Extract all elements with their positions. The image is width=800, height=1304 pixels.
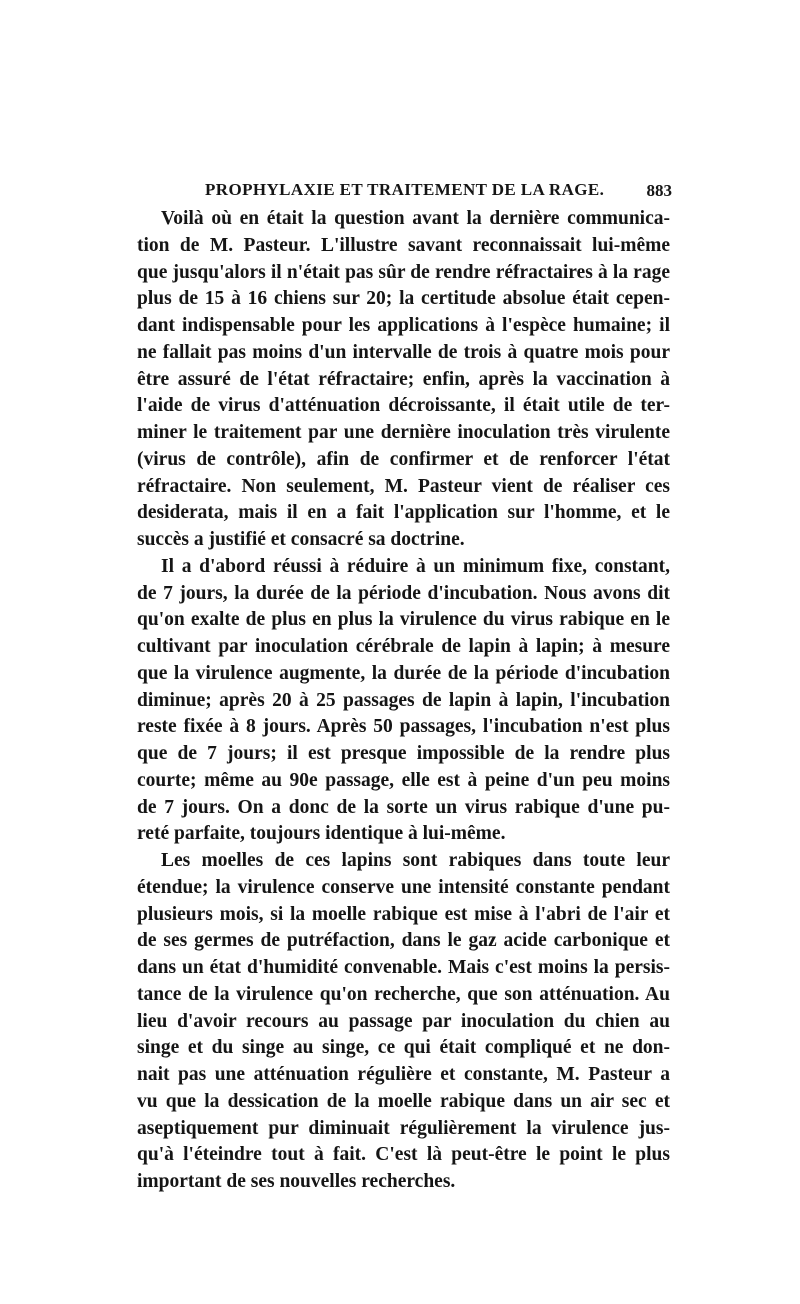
text-line: ne fallait pas moins d'un intervalle de trois à quatre mois pour [137, 341, 670, 363]
text-line: qu'on exalte de plus en plus la virulence du virus rabique en le [137, 609, 670, 631]
text-line: tance de la virulence qu'on recherche, que son atténuation. Au [137, 983, 670, 1005]
text-line: nait pas une atténuation régulière et constante, M. Pasteur a [137, 1064, 670, 1085]
text-line: que jusqu'alors il n'était pas sûr de rendre réfractaires à la rage [137, 261, 670, 283]
text-line: qu'à l'éteindre tout à fait. C'est là peut-être le point le plus [137, 1144, 670, 1166]
text-line: de ses germes de putréfaction, dans le gaz acide carbonique et [137, 930, 670, 952]
text-line: (virus de contrôle), afin de confirmer et de renforcer l'état [137, 448, 670, 470]
text-line: tion de M. Pasteur. L'illustre savant reconnaissait lui-même [137, 234, 670, 256]
text-line: vu que la dessication de la moelle rabique dans un air sec et [137, 1090, 670, 1112]
text-line: Voilà où en était la question avant la dernière communica- [161, 208, 670, 229]
text-line: miner le traitement par une dernière inoculation très virulente [137, 422, 670, 443]
text-line: reste fixée à 8 jours. Après 50 passages, l'incubation n'est plus [137, 716, 670, 738]
text-line: reté parfaite, toujours identique à lui-même. [137, 823, 506, 845]
text-line: aseptiquement pur diminuait régulièrement la virulence jus- [137, 1117, 670, 1139]
text-line: de 7 jours, la durée de la période d'incubation. Nous avons dit [137, 582, 670, 604]
text-line: Les moelles de ces lapins sont rabiques dans toute leur [161, 850, 670, 871]
text-line: cultivant par inoculation cérébrale de lapin à lapin; à mesure [137, 636, 670, 657]
text-line: important de ses nouvelles recherches. [137, 1171, 456, 1192]
text-line: étendue; la virulence conserve une intensité constante pendant [137, 876, 670, 898]
text-line: de 7 jours. On a donc de la sorte un virus rabique d'une pu- [137, 796, 670, 818]
text-line: Il a d'abord réussi à réduire à un minimum fixe, constant, [161, 555, 670, 577]
text-line: courte; même au 90e passage, elle est à peine d'un peu moins [137, 769, 670, 791]
page-number: 883 [646, 181, 672, 200]
text-line: lieu d'avoir recours au passage par inoculation du chien au [137, 1010, 670, 1032]
text-line: réfractaire. Non seulement, M. Pasteur vient de réaliser ces [137, 475, 670, 497]
text-line: dant indispensable pour les applications à l'espèce humaine; il [137, 315, 670, 336]
text-line: être assuré de l'état réfractaire; enfin, après la vaccination à [137, 368, 670, 390]
text-line: diminue; après 20 à 25 passages de lapin à lapin, l'incubation [137, 689, 670, 711]
text-line: plusieurs mois, si la moelle rabique est mise à l'abri de l'air et [137, 903, 670, 925]
body-text [137, 206, 670, 1196]
text-line: l'aide de virus d'atténuation décroissante, il était utile de ter- [137, 395, 670, 417]
running-head-title: PROPHYLAXIE ET TRAITEMENT DE LA RAGE. [205, 180, 605, 199]
text-line: que de 7 jours; il est presque impossible de la rendre plus [137, 743, 670, 764]
text-line: plus de 15 à 16 chiens sur 20; la certitude absolue était cepen- [137, 288, 670, 310]
text-line: dans un état d'humidité convenable. Mais c'est moins la persis- [137, 957, 670, 978]
text-line: singe et du singe au singe, ce qui était compliqué et ne don- [137, 1037, 670, 1059]
text-line: desiderata, mais il en a fait l'application sur l'homme, et le [137, 502, 670, 524]
text-line: succès a justifié et consacré sa doctrine. [137, 529, 465, 550]
text-line: que la virulence augmente, la durée de la période d'incubation [137, 662, 670, 684]
